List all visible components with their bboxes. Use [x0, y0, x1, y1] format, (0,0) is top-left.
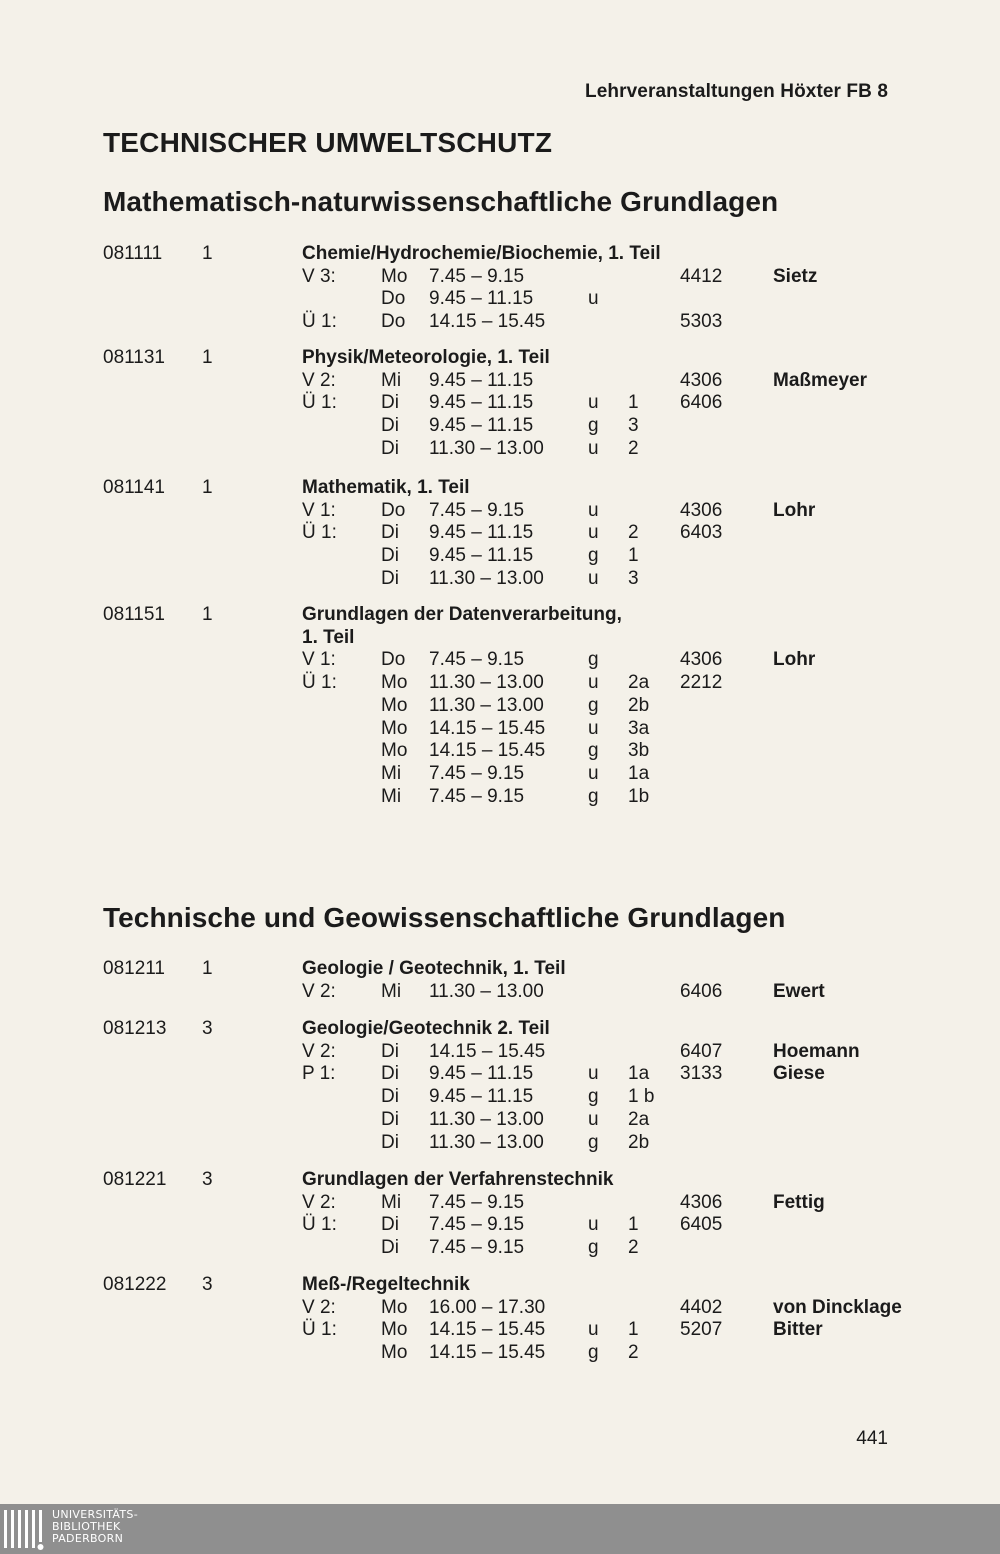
- schedule-day: Do: [381, 288, 406, 310]
- schedule-time: 11.30 – 13.00: [429, 1108, 544, 1130]
- section-title: Mathematisch-naturwissenschaftliche Grundlagen: [103, 186, 779, 217]
- schedule-lecturer: Lohr: [773, 649, 816, 671]
- course-semester: 1: [202, 347, 213, 368]
- course-number: 081221: [103, 1169, 167, 1190]
- schedule-room: 4306: [680, 1191, 723, 1213]
- schedule-day: Mo: [381, 717, 408, 739]
- schedule-ug: u: [588, 1063, 599, 1085]
- schedule-time: 7.45 – 9.15: [429, 1214, 525, 1236]
- schedule-time: 14.15 – 15.45: [429, 1342, 546, 1364]
- schedule-day: Mo: [381, 694, 408, 716]
- schedule-group: 1a: [628, 1063, 650, 1085]
- course-semester: 1: [202, 243, 213, 264]
- schedule-time: 7.45 – 9.15: [429, 1237, 525, 1259]
- schedule-room: 5207: [680, 1319, 723, 1341]
- section-title: Technische und Geowissenschaftliche Grundlagen: [103, 902, 786, 933]
- schedule-type: V 1:: [302, 649, 336, 671]
- schedule-ug: g: [588, 415, 599, 437]
- course-number: 081211: [103, 958, 165, 979]
- schedule-ug: g: [588, 1086, 599, 1108]
- schedule-time: 11.30 – 13.00: [429, 567, 544, 589]
- schedule-room: 4412: [680, 265, 723, 287]
- course-number: 081131: [103, 347, 165, 368]
- schedule-time: 9.45 – 11.15: [429, 522, 534, 544]
- schedule-time: 14.15 – 15.45: [429, 311, 546, 333]
- running-head: Lehrveranstaltungen Höxter FB 8: [585, 81, 888, 102]
- schedule-room: 4306: [680, 369, 723, 391]
- schedule-ug: g: [588, 1131, 599, 1153]
- schedule-type: Ü 1:: [302, 672, 337, 694]
- schedule-ug: u: [588, 392, 599, 414]
- schedule-time: 14.15 – 15.45: [429, 1040, 546, 1062]
- schedule-ug: u: [588, 522, 599, 544]
- schedule-time: 7.45 – 9.15: [429, 499, 525, 521]
- course-semester: 1: [202, 477, 213, 498]
- schedule-group: 3b: [628, 740, 650, 762]
- schedule-day: Mo: [381, 740, 408, 762]
- schedule-group: 1: [628, 545, 639, 567]
- course-title: Grundlagen der Verfahrenstechnik: [302, 1169, 614, 1190]
- schedule-type: V 3:: [302, 265, 336, 287]
- course-title: Chemie/Hydrochemie/Biochemie, 1. Teil: [302, 243, 661, 264]
- schedule-group: 2: [628, 1342, 639, 1364]
- schedule-day: Do: [381, 499, 406, 521]
- course-number: 081141: [103, 477, 165, 498]
- schedule-time: 16.00 – 17.30: [429, 1296, 546, 1318]
- schedule-day: Mo: [381, 1296, 408, 1318]
- schedule-type: Ü 1:: [302, 1319, 337, 1341]
- schedule-time: 9.45 – 11.15: [429, 1086, 534, 1108]
- course-semester: 3: [202, 1018, 213, 1039]
- schedule-lecturer: Maßmeyer: [773, 369, 867, 391]
- page-number: 441: [856, 1428, 888, 1449]
- schedule-type: V 2:: [302, 1296, 336, 1318]
- schedule-room: 6406: [680, 980, 723, 1002]
- course-title: Geologie / Geotechnik, 1. Teil: [302, 958, 566, 979]
- course-semester: 1: [202, 958, 213, 979]
- schedule-day: Di: [381, 415, 399, 437]
- schedule-time: 7.45 – 9.15: [429, 762, 525, 784]
- library-logo-text: UNIVERSITÄTS- BIBLIOTHEK PADERBORN: [52, 1508, 138, 1545]
- schedule-room: 5303: [680, 311, 723, 333]
- schedule-group: 3: [628, 567, 639, 589]
- schedule-type: P 1:: [302, 1063, 336, 1085]
- schedule-time: 11.30 – 13.00: [429, 980, 544, 1002]
- schedule-type: Ü 1:: [302, 1214, 337, 1236]
- schedule-day: Do: [381, 311, 406, 333]
- schedule-lecturer: Ewert: [773, 980, 825, 1002]
- course-title: Grundlagen der Datenverarbeitung,: [302, 604, 622, 625]
- schedule-room: 4402: [680, 1296, 723, 1318]
- schedule-group: 2a: [628, 1108, 650, 1130]
- schedule-ug: u: [588, 437, 599, 459]
- schedule-day: Di: [381, 1214, 399, 1236]
- schedule-day: Mo: [381, 1319, 408, 1341]
- schedule-lecturer: Hoemann: [773, 1040, 860, 1062]
- schedule-time: 9.45 – 11.15: [429, 545, 534, 567]
- schedule-ug: u: [588, 288, 599, 310]
- schedule-day: Mi: [381, 369, 402, 391]
- schedule-type: V 2:: [302, 980, 336, 1002]
- schedule-ug: g: [588, 785, 599, 807]
- schedule-time: 9.45 – 11.15: [429, 392, 534, 414]
- schedule-lecturer: Bitter: [773, 1319, 823, 1341]
- library-footer: [0, 1504, 1000, 1554]
- schedule-day: Di: [381, 522, 399, 544]
- course-title: 1. Teil: [302, 626, 355, 648]
- schedule-time: 9.45 – 11.15: [429, 1063, 534, 1085]
- course-semester: 1: [202, 604, 213, 625]
- schedule-ug: g: [588, 649, 599, 671]
- schedule-type: Ü 1:: [302, 522, 337, 544]
- course-number: 081213: [103, 1018, 167, 1039]
- schedule-day: Di: [381, 1063, 399, 1085]
- course-number: 081151: [103, 604, 165, 625]
- schedule-lecturer: von Dincklage: [773, 1296, 902, 1318]
- schedule-room: 6405: [680, 1214, 723, 1236]
- schedule-time: 7.45 – 9.15: [429, 265, 525, 287]
- course-title: Geologie/Geotechnik 2. Teil: [302, 1018, 550, 1039]
- schedule-time: 14.15 – 15.45: [429, 740, 546, 762]
- course-semester: 3: [202, 1274, 213, 1295]
- schedule-group: 2: [628, 437, 639, 459]
- schedule-time: 9.45 – 11.15: [429, 369, 534, 391]
- schedule-time: 11.30 – 13.00: [429, 672, 544, 694]
- schedule-room: 6406: [680, 392, 723, 414]
- schedule-room: 6407: [680, 1040, 723, 1062]
- schedule-type: V 2:: [302, 1191, 336, 1213]
- schedule-ug: u: [588, 567, 599, 589]
- schedule-day: Di: [381, 437, 399, 459]
- schedule-day: Di: [381, 1086, 399, 1108]
- schedule-ug: u: [588, 1214, 599, 1236]
- schedule-lecturer: Fettig: [773, 1191, 825, 1213]
- schedule-group: 2a: [628, 672, 650, 694]
- schedule-room: 6403: [680, 522, 723, 544]
- schedule-group: 1a: [628, 762, 650, 784]
- schedule-type: Ü 1:: [302, 392, 337, 414]
- schedule-group: 1: [628, 392, 639, 414]
- schedule-room: 4306: [680, 649, 723, 671]
- schedule-day: Mi: [381, 1191, 402, 1213]
- course-number: 081222: [103, 1274, 167, 1295]
- schedule-ug: u: [588, 1319, 599, 1341]
- schedule-time: 14.15 – 15.45: [429, 1319, 546, 1341]
- schedule-group: 3: [628, 415, 639, 437]
- schedule-lecturer: Sietz: [773, 265, 818, 287]
- schedule-time: 11.30 – 13.00: [429, 1131, 544, 1153]
- schedule-day: Di: [381, 1108, 399, 1130]
- schedule-lecturer: Giese: [773, 1063, 825, 1085]
- schedule-day: Mo: [381, 672, 408, 694]
- schedule-day: Di: [381, 1040, 399, 1062]
- schedule-day: Mi: [381, 785, 402, 807]
- schedule-ug: g: [588, 545, 599, 567]
- schedule-type: V 2:: [302, 369, 336, 391]
- schedule-time: 11.30 – 13.00: [429, 437, 544, 459]
- schedule-time: 7.45 – 9.15: [429, 649, 525, 671]
- schedule-ug: u: [588, 762, 599, 784]
- course-title: Meß-/Regeltechnik: [302, 1274, 470, 1295]
- course-title: Physik/Meteorologie, 1. Teil: [302, 347, 550, 368]
- schedule-time: 7.45 – 9.15: [429, 785, 525, 807]
- schedule-time: 14.15 – 15.45: [429, 717, 546, 739]
- schedule-ug: g: [588, 1237, 599, 1259]
- schedule-ug: u: [588, 499, 599, 521]
- course-semester: 3: [202, 1169, 213, 1190]
- schedule-group: 2: [628, 1237, 639, 1259]
- schedule-ug: u: [588, 672, 599, 694]
- schedule-room: 2212: [680, 672, 723, 694]
- schedule-group: 3a: [628, 717, 650, 739]
- schedule-room: 3133: [680, 1063, 723, 1085]
- schedule-time: 9.45 – 11.15: [429, 288, 534, 310]
- page-title: TECHNISCHER UMWELTSCHUTZ: [103, 127, 553, 158]
- schedule-time: 11.30 – 13.00: [429, 694, 544, 716]
- schedule-day: Di: [381, 1237, 399, 1259]
- schedule-day: Di: [381, 545, 399, 567]
- schedule-room: 4306: [680, 499, 723, 521]
- schedule-type: Ü 1:: [302, 311, 337, 333]
- schedule-time: 9.45 – 11.15: [429, 415, 534, 437]
- schedule-day: Mi: [381, 762, 402, 784]
- schedule-ug: u: [588, 717, 599, 739]
- schedule-group: 2: [628, 522, 639, 544]
- library-logo-icon: [3, 1508, 47, 1552]
- schedule-ug: u: [588, 1108, 599, 1130]
- schedule-day: Di: [381, 567, 399, 589]
- schedule-day: Do: [381, 649, 406, 671]
- schedule-day: Di: [381, 392, 399, 414]
- schedule-ug: g: [588, 694, 599, 716]
- course-number: 081111: [103, 243, 163, 264]
- schedule-ug: g: [588, 740, 599, 762]
- schedule-ug: g: [588, 1342, 599, 1364]
- schedule-group: 1: [628, 1214, 639, 1236]
- schedule-group: 1: [628, 1319, 639, 1341]
- schedule-group: 2b: [628, 1131, 650, 1153]
- schedule-type: V 1:: [302, 499, 336, 521]
- schedule-day: Di: [381, 1131, 399, 1153]
- course-title: Mathematik, 1. Teil: [302, 477, 470, 498]
- schedule-type: V 2:: [302, 1040, 336, 1062]
- schedule-group: 1b: [628, 785, 650, 807]
- schedule-time: 7.45 – 9.15: [429, 1191, 525, 1213]
- schedule-day: Mo: [381, 265, 408, 287]
- schedule-day: Mo: [381, 1342, 408, 1364]
- schedule-day: Mi: [381, 980, 402, 1002]
- schedule-lecturer: Lohr: [773, 499, 816, 521]
- schedule-group: 2b: [628, 694, 650, 716]
- schedule-group: 1 b: [628, 1086, 655, 1108]
